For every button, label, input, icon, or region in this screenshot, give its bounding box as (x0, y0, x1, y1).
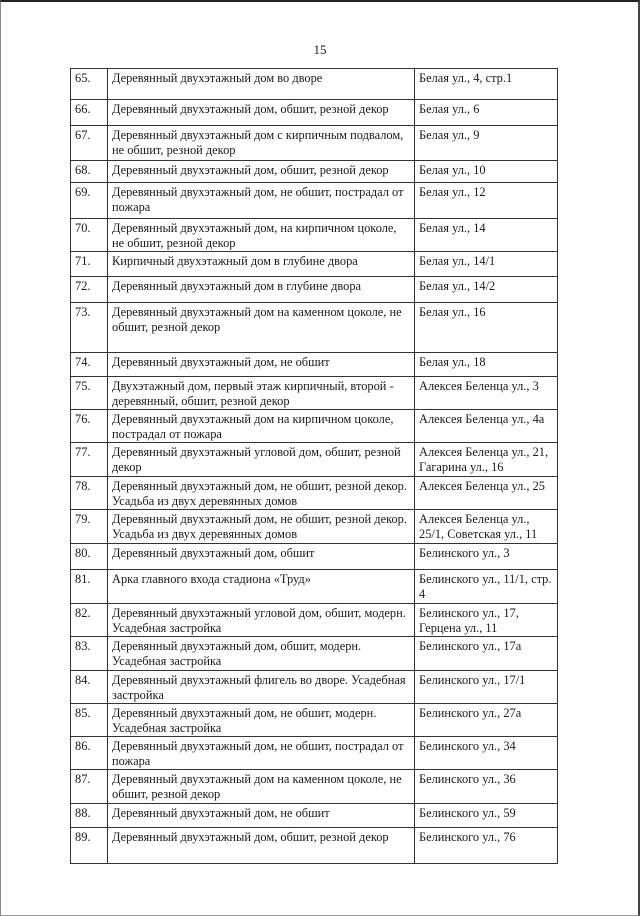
row-number: 74. (71, 353, 108, 377)
object-description: Деревянный двухэтажный дом во дворе (108, 69, 415, 100)
table-row (71, 570, 558, 604)
table-row (71, 377, 558, 410)
object-address: Белинского ул., 59 (415, 804, 558, 828)
object-address: Белинского ул., 27а (415, 704, 558, 737)
row-number: 82. (71, 604, 108, 637)
object-address: Белая ул., 9 (415, 126, 558, 161)
table-row (71, 477, 558, 510)
object-address: Белинского ул., 17/1 (415, 671, 558, 704)
object-address: Белая ул., 6 (415, 100, 558, 126)
object-description: Деревянный двухэтажный угловой дом, обшит, резной декор (108, 443, 415, 477)
table-row (71, 544, 558, 570)
row-number: 77. (71, 443, 108, 477)
object-description: Деревянный двухэтажный дом, обшит, резной декор (108, 828, 415, 864)
object-description: Деревянный двухэтажный дом на каменном цоколе, не обшит, резной декор (108, 770, 415, 804)
row-number: 78. (71, 477, 108, 510)
object-description: Кирпичный двухэтажный дом в глубине двора (108, 252, 415, 277)
table-row (71, 671, 558, 704)
table-row (71, 737, 558, 770)
heritage-objects-table (70, 68, 558, 864)
object-description: Деревянный двухэтажный дом, обшит (108, 544, 415, 570)
table-row (71, 604, 558, 637)
row-number: 79. (71, 510, 108, 544)
object-description: Деревянный двухэтажный дом на кирпичном цоколе, пострадал от пожара (108, 410, 415, 443)
object-description: Деревянный двухэтажный дом, не обшит (108, 804, 415, 828)
table-row (71, 100, 558, 126)
row-number: 85. (71, 704, 108, 737)
object-description: Двухэтажный дом, первый этаж кирпичный, второй - деревянный, обшит, резной декор (108, 377, 415, 410)
row-number: 73. (71, 303, 108, 353)
object-address: Белинского ул., 11/1, стр. 4 (415, 570, 558, 604)
object-description: Деревянный двухэтажный дом, обшит, модерн. Усадебная застройка (108, 637, 415, 671)
table-row (71, 219, 558, 252)
object-description: Деревянный двухэтажный угловой дом, обшит, модерн. Усадебная застройка (108, 604, 415, 637)
object-description: Деревянный двухэтажный дом, на кирпичном цоколе, не обшит, резной декор (108, 219, 415, 252)
table-row (71, 410, 558, 443)
row-number: 65. (71, 69, 108, 100)
row-number: 84. (71, 671, 108, 704)
row-number: 71. (71, 252, 108, 277)
object-address: Белая ул., 12 (415, 183, 558, 219)
object-address: Белая ул., 18 (415, 353, 558, 377)
object-address: Алексея Беленца ул., 21, Гагарина ул., 16 (415, 443, 558, 477)
object-address: Белая ул., 14/2 (415, 277, 558, 303)
row-number: 86. (71, 737, 108, 770)
table-body (71, 69, 558, 864)
object-address: Белинского ул., 36 (415, 770, 558, 804)
table-row (71, 510, 558, 544)
object-address: Белая ул., 4, стр.1 (415, 69, 558, 100)
object-description: Деревянный двухэтажный дом, не обшит, пострадал от пожара (108, 183, 415, 219)
object-description: Деревянный двухэтажный дом, не обшит, модерн. Усадебная застройка (108, 704, 415, 737)
object-address: Белинского ул., 34 (415, 737, 558, 770)
object-description: Деревянный двухэтажный дом, обшит, резной декор (108, 161, 415, 183)
table-row (71, 770, 558, 804)
table-row (71, 252, 558, 277)
table-row (71, 183, 558, 219)
row-number: 72. (71, 277, 108, 303)
object-description: Деревянный двухэтажный дом в глубине двора (108, 277, 415, 303)
object-description: Арка главного входа стадиона «Труд» (108, 570, 415, 604)
row-number: 70. (71, 219, 108, 252)
object-address: Белая ул., 14 (415, 219, 558, 252)
table-row (71, 277, 558, 303)
object-description: Деревянный двухэтажный дом, не обшит, резной декор. Усадьба из двух деревянных домов (108, 477, 415, 510)
object-address: Белая ул., 14/1 (415, 252, 558, 277)
object-address: Белинского ул., 17а (415, 637, 558, 671)
object-address: Белая ул., 16 (415, 303, 558, 353)
object-description: Деревянный двухэтажный флигель во дворе. Усадебная застройка (108, 671, 415, 704)
object-address: Алексея Беленца ул., 4а (415, 410, 558, 443)
object-address: Алексея Беленца ул., 3 (415, 377, 558, 410)
table-row (71, 828, 558, 864)
object-description: Деревянный двухэтажный дом, не обшит, резной декор. Усадьба из двух деревянных домов (108, 510, 415, 544)
row-number: 68. (71, 161, 108, 183)
object-address: Алексея Беленца ул., 25/1, Советская ул., 11 (415, 510, 558, 544)
object-description: Деревянный двухэтажный дом, не обшит (108, 353, 415, 377)
object-address: Алексея Беленца ул., 25 (415, 477, 558, 510)
object-address: Белая ул., 10 (415, 161, 558, 183)
row-number: 69. (71, 183, 108, 219)
page-number: 15 (313, 42, 327, 57)
table-row (71, 161, 558, 183)
row-number: 87. (71, 770, 108, 804)
table-row (71, 126, 558, 161)
table-row (71, 443, 558, 477)
row-number: 81. (71, 570, 108, 604)
row-number: 89. (71, 828, 108, 864)
table-row (71, 303, 558, 353)
row-number: 76. (71, 410, 108, 443)
table-row (71, 69, 558, 100)
object-description: Деревянный двухэтажный дом на каменном цоколе, не обшит, резной декор (108, 303, 415, 353)
row-number: 83. (71, 637, 108, 671)
row-number: 75. (71, 377, 108, 410)
object-description: Деревянный двухэтажный дом с кирпичным подвалом, не обшит, резной декор (108, 126, 415, 161)
object-address: Белинского ул., 3 (415, 544, 558, 570)
table-row (71, 637, 558, 671)
object-address: Белинского ул., 17, Герцена ул., 11 (415, 604, 558, 637)
row-number: 80. (71, 544, 108, 570)
row-number: 88. (71, 804, 108, 828)
row-number: 67. (71, 126, 108, 161)
table-row (71, 804, 558, 828)
object-description: Деревянный двухэтажный дом, обшит, резной декор (108, 100, 415, 126)
object-description: Деревянный двухэтажный дом, не обшит, пострадал от пожара (108, 737, 415, 770)
row-number: 66. (71, 100, 108, 126)
table-row (71, 704, 558, 737)
object-address: Белинского ул., 76 (415, 828, 558, 864)
table-row (71, 353, 558, 377)
